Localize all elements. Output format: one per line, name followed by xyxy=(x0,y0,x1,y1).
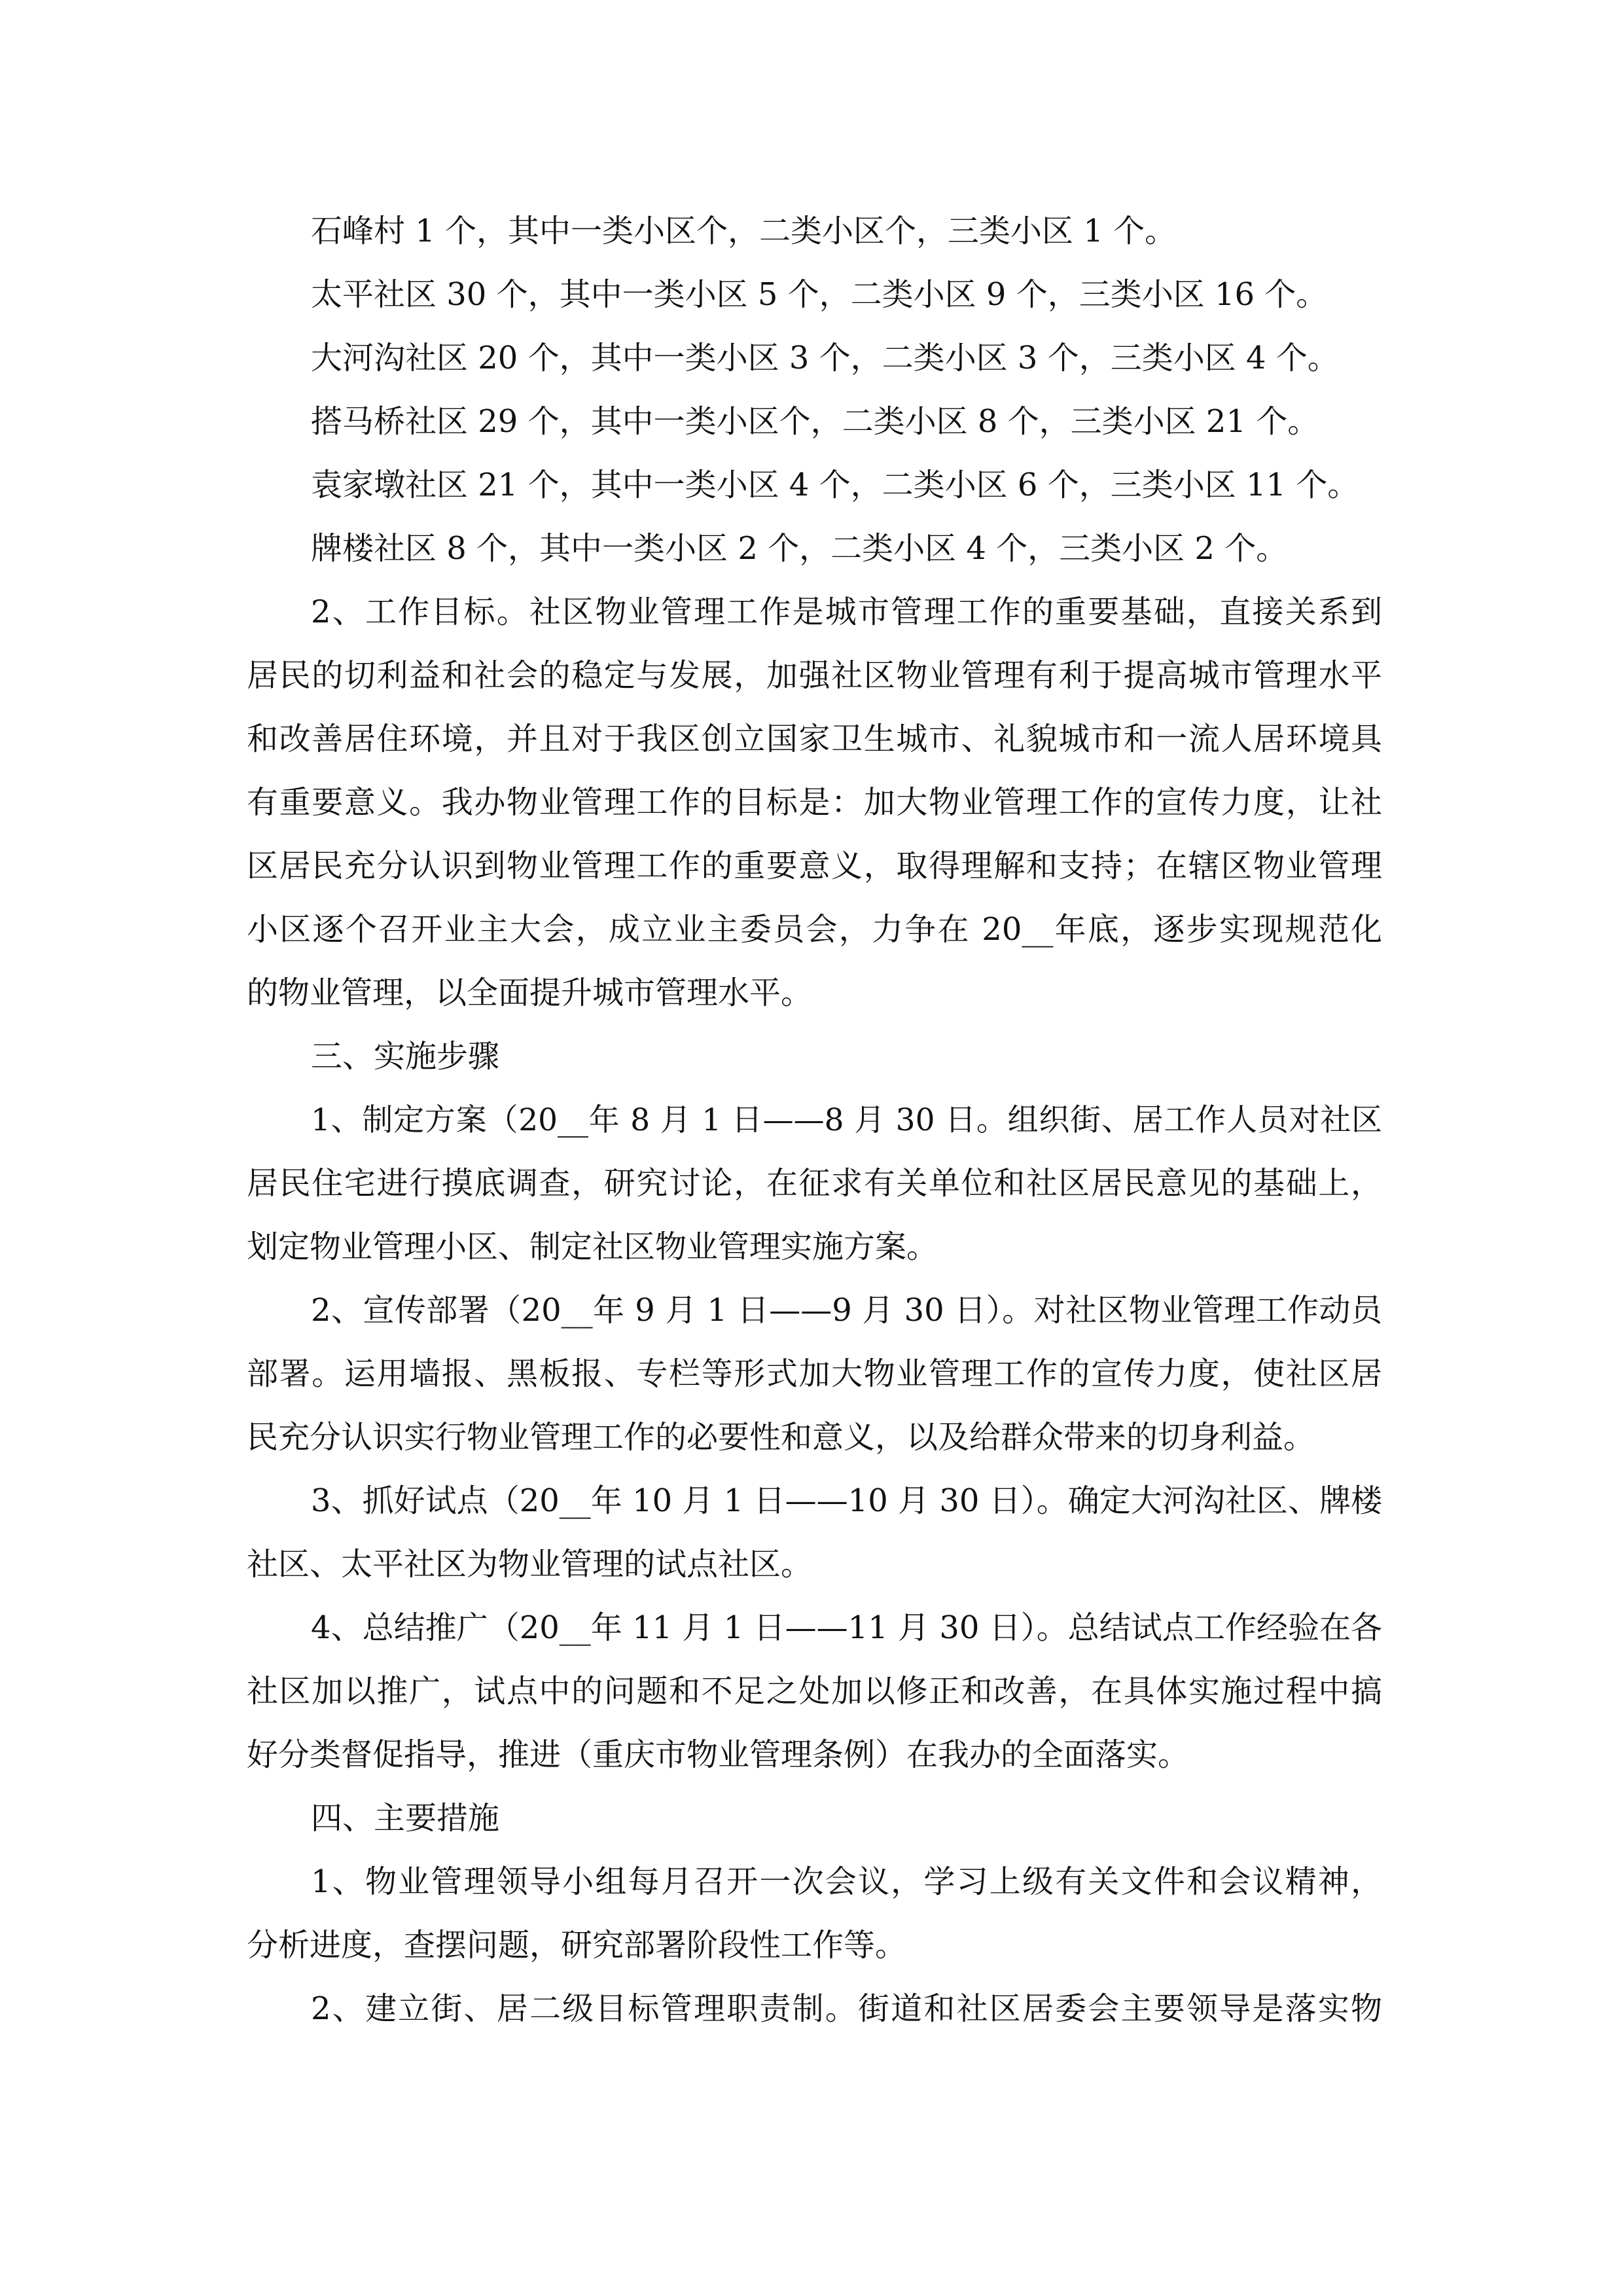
text-line: 袁家墩社区 21 个，其中一类小区 4 个，二类小区 6 个，三类小区 11 个。 xyxy=(311,467,1359,503)
text-line: 大河沟社区 20 个，其中一类小区 3 个，二类小区 3 个，三类小区 4 个。 xyxy=(311,340,1339,376)
document-body xyxy=(247,200,1382,2041)
text-line: 社区加以推广，试点中的问题和不足之处加以修正和改善，在具体实施过程中搞 xyxy=(247,1673,1382,1710)
text-line: 划定物业管理小区、制定社区物业管理实施方案。 xyxy=(247,1229,938,1265)
text-line: 太平社区 30 个，其中一类小区 5 个，二类小区 9 个，三类小区 16 个。 xyxy=(311,276,1328,313)
paragraph-first-line: 1、制定方案（20__年 8 月 1 日——8 月 30 日。组织街、居工作人员对社区 xyxy=(311,1102,1382,1138)
paragraph-first-line: 2、宣传部署（20__年 9 月 1 日——9 月 30 日）。对社区物业管理工作动员 xyxy=(311,1292,1382,1329)
text-line: 居民住宅进行摸底调查，研究讨论，在征求有关单位和社区居民意见的基础上， xyxy=(247,1165,1382,1202)
text-line: 居民的切利益和社会的稳定与发展，加强社区物业管理有利于提高城市管理水平 xyxy=(247,657,1382,694)
text-line: 民充分认识实行物业管理工作的必要性和意义，以及给群众带来的切身利益。 xyxy=(247,1419,1315,1456)
paragraph-first-line: 2、建立街、居二级目标管理职责制。街道和社区居委会主要领导是落实物 xyxy=(311,1990,1382,2027)
text-line: 的物业管理，以全面提升城市管理水平。 xyxy=(247,975,813,1011)
text-line: 有重要意义。我办物业管理工作的目标是：加大物业管理工作的宣传力度，让社 xyxy=(247,784,1382,821)
paragraph-first-line: 1、物业管理领导小组每月召开一次会议，学习上级有关文件和会议精神， xyxy=(311,1863,1382,1900)
text-line: 好分类督促指导，推进（重庆市物业管理条例）在我办的全面落实。 xyxy=(247,1736,1190,1773)
section-heading: 三、实施步骤 xyxy=(311,1038,500,1075)
text-line: 区居民充分认识到物业管理工作的重要意义，取得理解和支持；在辖区物业管理 xyxy=(247,848,1382,884)
text-line: 部署。运用墙报、黑板报、专栏等形式加大物业管理工作的宣传力度，使社区居 xyxy=(247,1355,1382,1392)
text-line: 石峰村 1 个，其中一类小区个，二类小区个，三类小区 1 个。 xyxy=(311,213,1177,249)
text-line: 和改善居住环境，并且对于我区创立国家卫生城市、礼貌城市和一流人居环境具 xyxy=(247,721,1382,757)
text-line: 牌楼社区 8 个，其中一类小区 2 个，二类小区 4 个，三类小区 2 个。 xyxy=(311,530,1288,567)
paragraph-first-line: 4、总结推广（20__年 11 月 1 日——11 月 30 日）。总结试点工作经验在各 xyxy=(311,1609,1382,1646)
text-line: 社区、太平社区为物业管理的试点社区。 xyxy=(247,1546,813,1583)
text-line: 小区逐个召开业主大会，成立业主委员会，力争在 20__年底，逐步实现规范化 xyxy=(247,911,1382,948)
text-line: 搭马桥社区 29 个，其中一类小区个，二类小区 8 个，三类小区 21 个。 xyxy=(311,403,1319,440)
section-heading: 四、主要措施 xyxy=(311,1800,500,1837)
paragraph-first-line: 3、抓好试点（20__年 10 月 1 日——10 月 30 日）。确定大河沟社区、牌楼 xyxy=(311,1482,1382,1519)
text-line: 分析进度，查摆问题，研究部署阶段性工作等。 xyxy=(247,1927,907,1964)
paragraph-first-line: 2、工作目标。社区物业管理工作是城市管理工作的重要基础，直接关系到 xyxy=(311,594,1382,630)
